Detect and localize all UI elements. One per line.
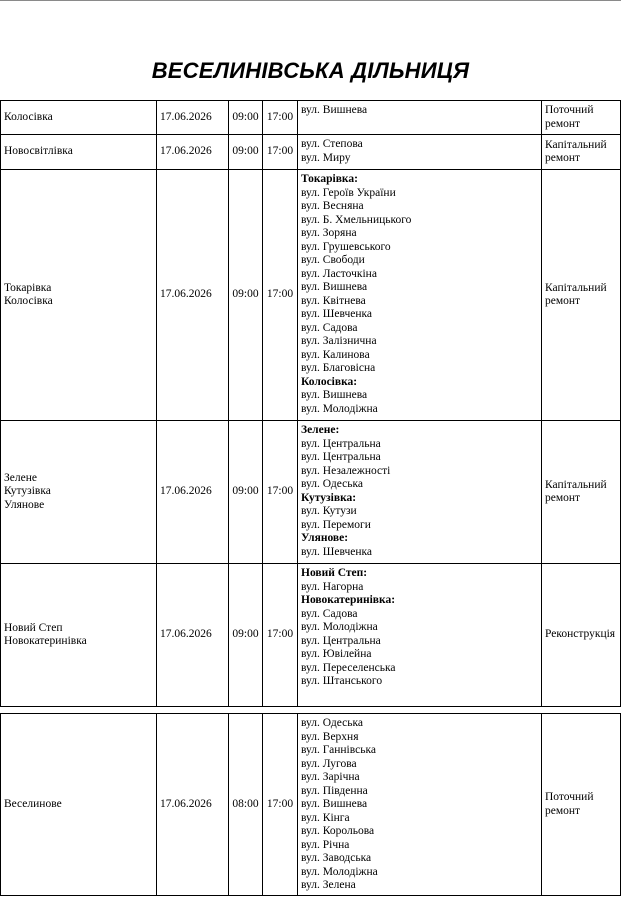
- settlement-heading: Зелене:: [301, 424, 340, 436]
- work-type-cell: [542, 135, 621, 170]
- street-name: вул. Ганнівська: [301, 744, 376, 756]
- outage-schedule-table: [0, 100, 621, 707]
- table-row: [1, 101, 621, 135]
- work-type-line: Капітальний: [545, 281, 607, 294]
- street-name: вул. Молодіжна: [301, 621, 378, 633]
- work-type-line: ремонт: [545, 295, 581, 307]
- settlement-heading: Улянове:: [301, 532, 349, 544]
- street-name: вул. Квітнева: [301, 294, 366, 307]
- street-name: вул. Перемоги: [301, 518, 371, 531]
- street-name: вул. Центральна: [301, 437, 381, 450]
- settlement-cell: [1, 135, 157, 170]
- street-name: вул. Благовісна: [301, 362, 376, 374]
- settlement-heading: Новий Степ:: [301, 567, 368, 579]
- streets-cell: [298, 564, 542, 707]
- date-cell: 17.06.2026: [157, 714, 229, 896]
- street-name: вул. Південна: [301, 784, 368, 797]
- start-time-cell: 08:00: [229, 714, 263, 896]
- street-name: вул. Б. Хмельницького: [301, 213, 412, 226]
- work-type-line: Поточний: [545, 104, 594, 116]
- street-name: вул. Заводська: [301, 852, 372, 864]
- work-type-cell: [542, 564, 621, 707]
- outage-schedule-table: [0, 713, 621, 896]
- street-name: вул. Садова: [301, 321, 358, 334]
- date-cell: 17.06.2026: [157, 170, 229, 421]
- work-type-line: ремонт: [545, 152, 581, 164]
- settlement-cell: [1, 564, 157, 707]
- settlement-heading: Новокатеринівка:: [301, 594, 396, 606]
- street-name: вул. Вишнева: [301, 281, 368, 293]
- street-name: вул. Корольова: [301, 825, 375, 837]
- end-time-cell: 17:00: [263, 714, 298, 896]
- settlement-name: Колосівка: [4, 110, 53, 123]
- streets-cell: [298, 421, 542, 564]
- street-name: вул. Свободи: [301, 254, 365, 266]
- street-name: вул. Річна: [301, 838, 350, 851]
- street-name: вул. Садова: [301, 607, 358, 620]
- street-name: вул. Незалежності: [301, 464, 391, 477]
- start-time-cell: 09:00: [229, 170, 263, 421]
- street-name: вул. Вишнева: [301, 798, 368, 810]
- street-name: вул. Центральна: [301, 634, 381, 647]
- street-name: вул. Штанського: [301, 675, 383, 687]
- settlement-cell: [1, 421, 157, 564]
- date-cell: 17.06.2026: [157, 421, 229, 564]
- table-row: [1, 135, 621, 170]
- end-time-cell: 17:00: [263, 135, 298, 170]
- settlement-name: Улянове: [4, 498, 45, 511]
- street-name: вул. Молодіжна: [301, 402, 378, 415]
- street-name: вул. Одеська: [301, 717, 364, 729]
- date-cell: 17.06.2026: [157, 135, 229, 170]
- street-name: вул. Центральна: [301, 451, 381, 463]
- street-name: вул. Ласточкіна: [301, 267, 377, 280]
- street-name: вул. Шевченка: [301, 545, 373, 558]
- table-row: [1, 421, 621, 564]
- date-cell: 17.06.2026: [157, 564, 229, 707]
- settlement-name: Веселинове: [4, 797, 62, 810]
- streets-cell: [298, 135, 542, 170]
- start-time-cell: 09:00: [229, 421, 263, 564]
- street-name: вул. Верхня: [301, 730, 359, 743]
- street-name: вул. Вишнева: [301, 104, 368, 116]
- settlement-heading: Колосівка:: [301, 375, 358, 388]
- street-name: вул. Ювілейна: [301, 648, 372, 660]
- table-row: [1, 170, 621, 421]
- street-name: вул. Героїв України: [301, 186, 396, 199]
- street-name: вул. Грушевського: [301, 240, 391, 253]
- work-type-cell: [542, 714, 621, 896]
- streets-cell: [298, 714, 542, 896]
- street-name: вул. Калинова: [301, 348, 370, 361]
- settlement-name: Колосівка: [4, 295, 53, 307]
- street-name: вул. Шевченка: [301, 308, 373, 320]
- settlement-heading: Кутузівка:: [301, 491, 357, 504]
- street-name: вул. Вишнева: [301, 389, 368, 401]
- street-name: вул. Зелена: [301, 879, 356, 891]
- settlement-cell: [1, 170, 157, 421]
- street-name: вул. Весняна: [301, 200, 364, 212]
- settlement-cell: [1, 714, 157, 896]
- work-type-cell: [542, 170, 621, 421]
- start-time-cell: 09:00: [229, 101, 263, 135]
- streets-cell: [298, 170, 542, 421]
- street-name: вул. Степова: [301, 138, 363, 150]
- date-cell: 17.06.2026: [157, 101, 229, 135]
- page-title: ВЕСЕЛИНІВСЬКА ДІЛЬНИЦЯ: [151, 58, 470, 83]
- street-name: вул. Кінга: [301, 811, 350, 824]
- work-type-line: Поточний: [545, 791, 594, 803]
- street-name: вул. Миру: [301, 151, 351, 164]
- start-time-cell: 09:00: [229, 564, 263, 707]
- settlement-name: Зелене: [4, 471, 37, 484]
- street-name: вул. Залізнична: [301, 335, 377, 347]
- work-type-line: ремонт: [545, 117, 581, 130]
- work-type-line: ремонт: [545, 492, 581, 504]
- work-type-line: Капітальний: [545, 478, 607, 491]
- settlement-name: Новосвітлівка: [4, 145, 73, 158]
- work-type-cell: [542, 101, 621, 135]
- work-type-cell: [542, 421, 621, 564]
- settlement-name: Токарівка: [4, 281, 52, 294]
- end-time-cell: 17:00: [263, 564, 298, 707]
- work-type-line: ремонт: [545, 804, 581, 817]
- street-name: вул. Молодіжна: [301, 865, 378, 878]
- work-type-line: Реконструкція: [545, 628, 616, 641]
- street-name: вул. Зоряна: [301, 227, 357, 239]
- street-name: вул. Одеська: [301, 478, 364, 490]
- end-time-cell: 17:00: [263, 421, 298, 564]
- street-name: вул. Нагорна: [301, 580, 364, 593]
- start-time-cell: 09:00: [229, 135, 263, 170]
- settlement-cell: [1, 101, 157, 135]
- end-time-cell: 17:00: [263, 170, 298, 421]
- top-border: [0, 0, 621, 1]
- table-row: [1, 714, 621, 896]
- settlement-name: Кутузівка: [4, 485, 51, 498]
- street-name: вул. Лугова: [301, 757, 357, 770]
- settlement-heading: Токарівка:: [301, 173, 358, 185]
- table-row: [1, 564, 621, 707]
- work-type-line: Капітальний: [545, 138, 607, 151]
- street-name: вул. Переселенська: [301, 661, 396, 674]
- street-name: вул. Кутузи: [301, 505, 357, 517]
- settlement-name: Новий Степ: [4, 621, 63, 634]
- end-time-cell: 17:00: [263, 101, 298, 135]
- streets-cell: [298, 101, 542, 135]
- settlement-name: Новокатеринівка: [4, 635, 87, 647]
- street-name: вул. Зарічна: [301, 771, 360, 783]
